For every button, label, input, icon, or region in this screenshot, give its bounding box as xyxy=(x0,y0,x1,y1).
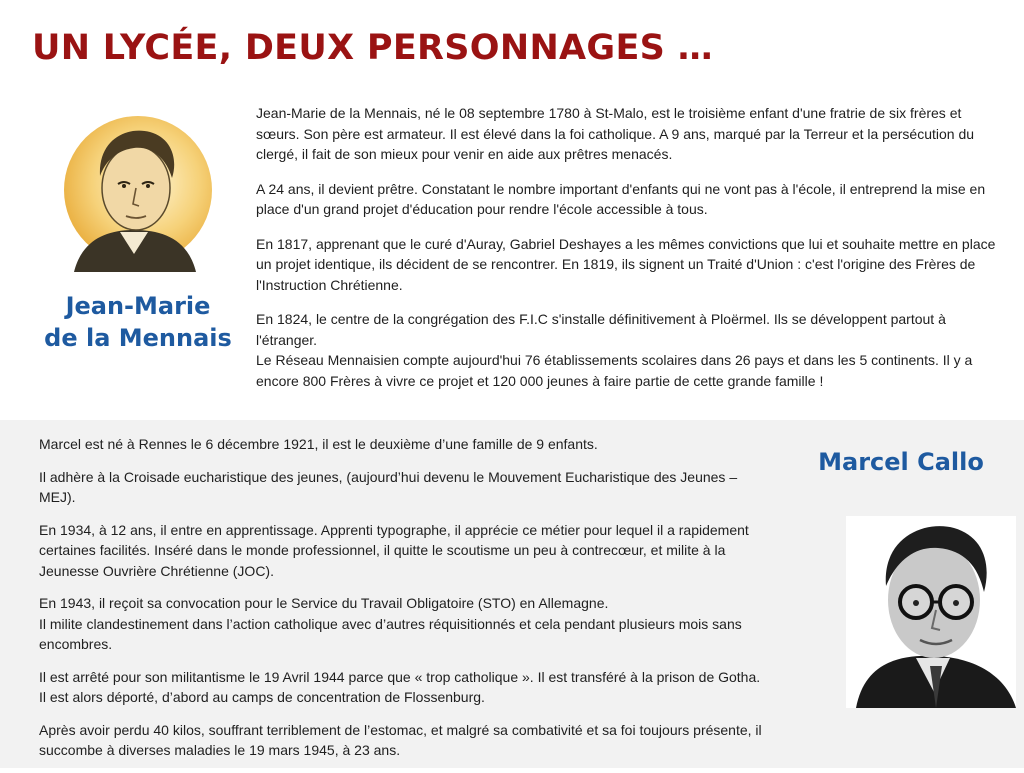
bio-paragraph: En 1817, apprenant que le curé d'Auray, Gabriel Deshayes a les mêmes convictions que lui et souhaite mettre en place un projet identique, ils décident de se rencontrer. En 1819, ils signent un Traité d'Union : c'est l'origine des Frères de l'Instruction Chrétienne. xyxy=(256,235,996,293)
name-line-2: de la Mennais xyxy=(44,324,232,352)
bio-paragraph: A 24 ans, il devient prêtre. Constatant le nombre important d'enfants qui ne vont pas à l'école, il entreprend la mise en place d'un grand projet d'éducation pour rendre l'école accessible à tous. xyxy=(256,180,986,217)
bio-line: Le Réseau Mennaisien compte aujourd'hui 76 établissements scolaires dans 26 pays et dans les 5 continents. Il y a encore 800 Frères à vivre ce projet et 120 000 jeunes à faire partie de cette grande famille ! xyxy=(256,352,973,389)
person-name-jean-marie xyxy=(38,290,238,354)
biography-jean-marie xyxy=(256,103,996,405)
page-title: UN LYCÉE, DEUX PERSONNAGES … xyxy=(32,28,713,68)
bio-line: En 1943, il reçoit sa convocation pour le Service du Travail Obligatoire (STO) en Allemagne. xyxy=(39,595,609,611)
bio-paragraph: En 1934, à 12 ans, il entre en apprentissage. Apprenti typographe, il apprécie ce métier pour lequel il a rapidement certaines facilités. Inséré dans le monde professionnel, il quitte le scoutisme un peu à contrecœur, et milite à la Jeunesse Ouvrière Chrétienne (JOC). xyxy=(39,521,749,579)
portrait-marcel-callo xyxy=(846,516,1016,708)
bio-line: En 1824, le centre de la congrégation des F.I.C s'installe définitivement à Ploërmel. Ils se développent partout à l'étranger. xyxy=(256,311,946,348)
bio-paragraph: Marcel est né à Rennes le 6 décembre 1921, il est le deuxième d’une famille de 9 enfants. xyxy=(39,436,598,452)
bio-paragraph: Après avoir perdu 40 kilos, souffrant terriblement de l’estomac, et malgré sa combativité et sa foi toujours présente, il succombe à diverses maladies le 19 mars 1945, à 23 ans. xyxy=(39,721,762,758)
bio-paragraph: Il est arrêté pour son militantisme le 19 Avril 1944 parce que « trop catholique ». Il est transféré à la prison de Gotha. Il est alors déporté, d’abord au camps de concentration de Flossenburg. xyxy=(39,668,761,705)
person-name-marcel-callo: Marcel Callo xyxy=(818,448,984,476)
bio-paragraph xyxy=(39,593,769,655)
bio-paragraph xyxy=(256,309,996,391)
biography-marcel-callo xyxy=(39,434,769,773)
bio-line: Il milite clandestinement dans l’action catholique avec d’autres réquisitionnés et cela pendant plusieurs mois sans encombres. xyxy=(39,615,742,652)
bio-paragraph: Il adhère à la Croisade eucharistique des jeunes, (aujourd’hui devenu le Mouvement Eucharistique des Jeunes – MEJ). xyxy=(39,468,738,505)
portrait-jean-marie-de-la-mennais xyxy=(54,112,214,272)
bottom-panel xyxy=(0,420,1024,768)
bio-paragraph: Jean-Marie de la Mennais, né le 08 septembre 1780 à St-Malo, est le troisième enfant d'une fratrie de six frères et sœurs. Son père est armateur. Il est élevé dans la foi catholique. A 9 ans, marqué par la Terreur et la persécution du clergé, il fait de son mieux pour venir en aide aux prêtres menacés. xyxy=(256,105,975,162)
name-line-1: Jean-Marie xyxy=(65,292,211,320)
